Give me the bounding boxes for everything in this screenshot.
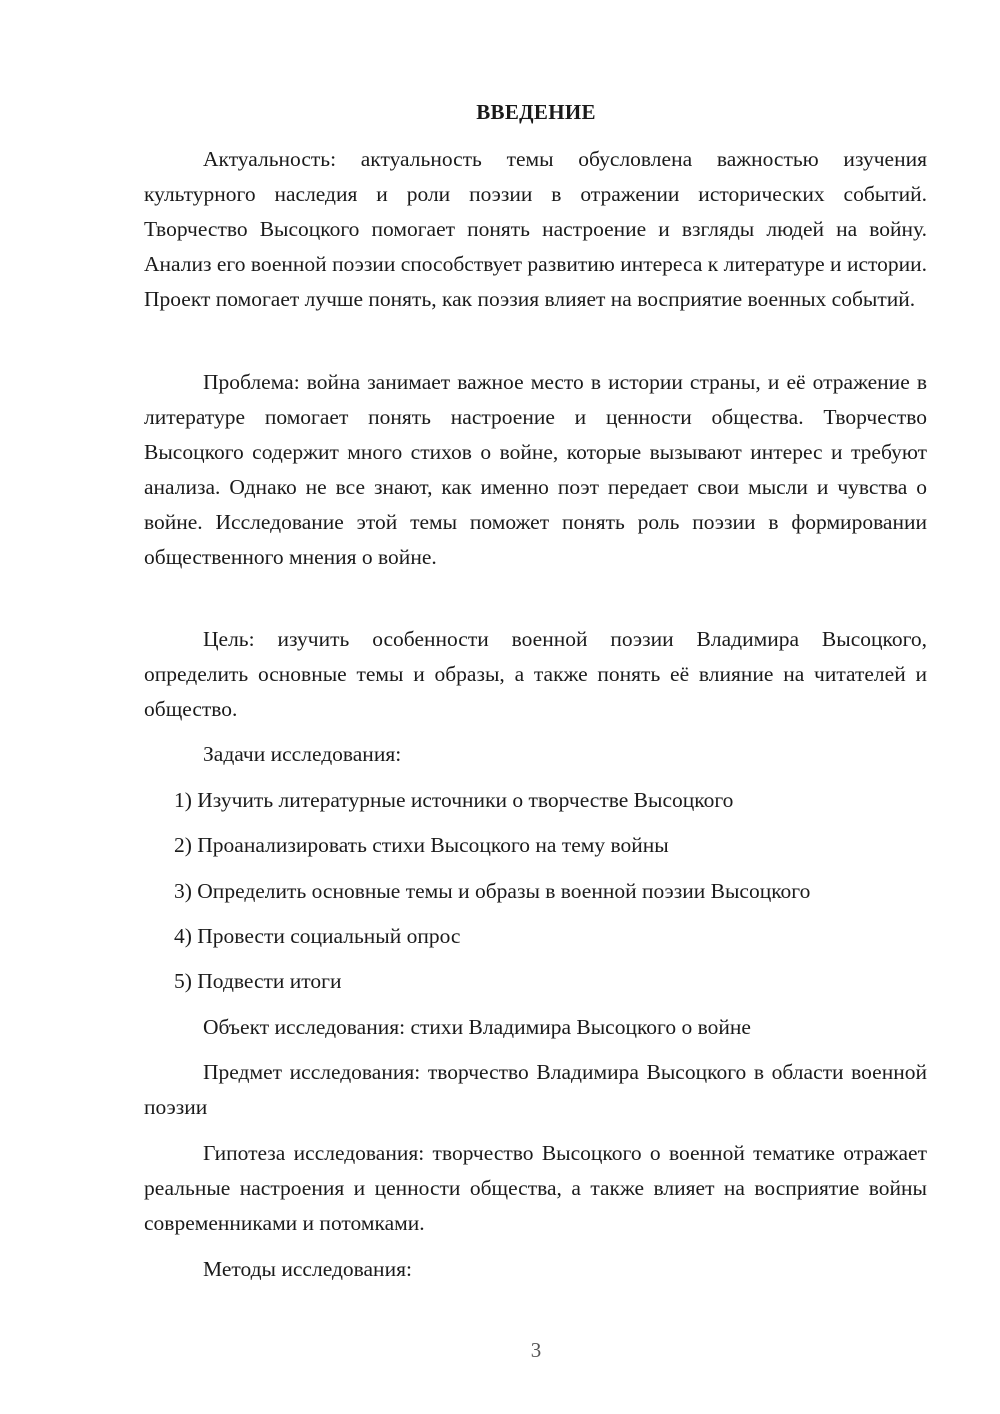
paragraph-tasks-title: Задачи исследования:	[203, 742, 402, 766]
paragraph-methods-title: Методы исследования:	[203, 1257, 412, 1281]
paragraph-object: Объект исследования: стихи Владимира Высоцкого о войне	[203, 1015, 751, 1039]
list-item: 1) Изучить литературные источники о творчестве Высоцкого	[174, 788, 734, 812]
list-item: 4) Провести социальный опрос	[174, 924, 461, 948]
list-item: 3) Определить основные темы и образы в военной поэзии Высоцкого	[174, 879, 811, 903]
list-item: 5) Подвести итоги	[174, 969, 342, 993]
paragraph-problem: Проблема: война занимает важное место в истории страны, и её отражение в литературе помогает понять настроение и ценности общества. Творчество Высоцкого содержит много стихов о войне, которые вызывают интерес и требуют анализа. Однако не все знают, как именно поэт передает свои мысли и чувства о войне. Исследование этой темы поможет понять роль поэзии в формировании общественного мнения о войне.	[144, 370, 927, 569]
paragraph-hypothesis: Гипотеза исследования: творчество Высоцкого о военной тематике отражает реальные настроения и ценности общества, а также влияет на восприятие войны современниками и потомками.	[144, 1141, 927, 1235]
page-number: 3	[530, 1338, 542, 1362]
paragraph-relevance: Актуальность: актуальность темы обусловлена важностью изучения культурного наследия и роли поэзии в отражении исторических событий. Творчество Высоцкого помогает понять настроение и взгляды людей на войну. Анализ его военной поэзии способствует развитию интереса к литературе и истории. Проект помогает лучше понять, как поэзия влияет на восприятие военных событий.	[144, 147, 927, 311]
section-heading: ВВЕДЕНИЕ	[476, 100, 596, 124]
paragraph-subject: Предмет исследования: творчество Владимира Высоцкого в области военной поэзии	[144, 1060, 927, 1119]
paragraph-goal: Цель: изучить особенности военной поэзии Владимира Высоцкого, определить основные темы и образы, а также понять её влияние на читателей и общество.	[144, 627, 927, 721]
list-item: 2) Проанализировать стихи Высоцкого на тему войны	[174, 833, 669, 857]
